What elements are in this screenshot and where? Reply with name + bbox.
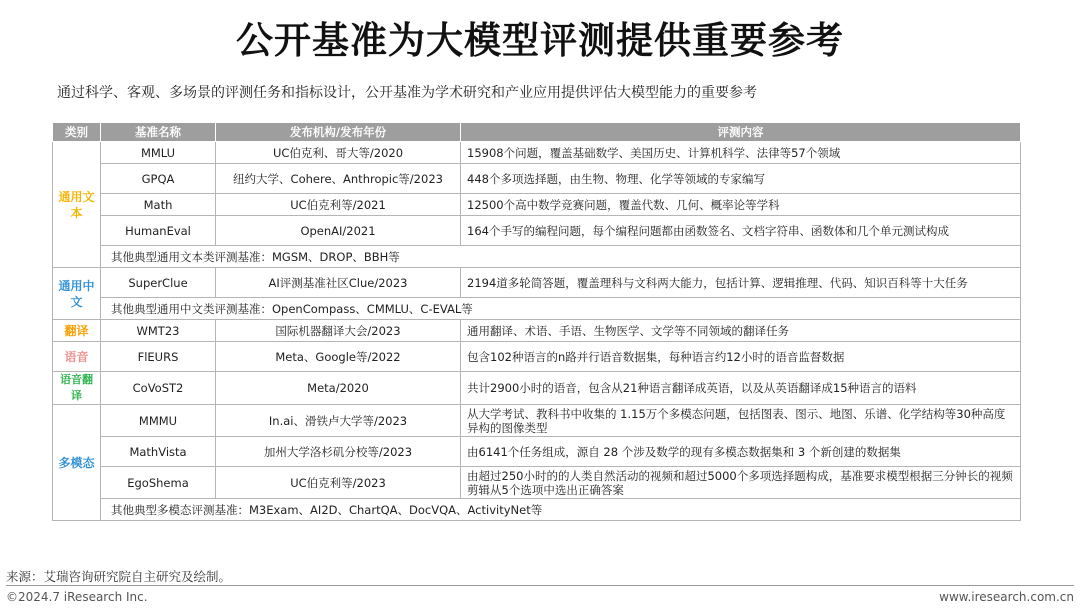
footer-divider: [6, 585, 1074, 586]
benchmark-org: OpenAI/2021: [216, 216, 461, 246]
benchmark-content: 共计2900小时的语音，包含从21种语言翻译成英语，以及从英语翻译成15种语言的语料: [461, 372, 1021, 405]
benchmark-name: MathVista: [101, 437, 216, 467]
table-row: [53, 467, 1021, 499]
benchmark-org: UC伯克利、哥大等/2020: [216, 142, 461, 164]
benchmark-content: 15908个问题，覆盖基础数学、美国历史、计算机科学、法律等57个领域: [461, 142, 1021, 164]
benchmark-org: 国际机器翻译大会/2023: [216, 320, 461, 342]
benchmark-org: UC伯克利等/2023: [216, 467, 461, 499]
benchmark-name: EgoShema: [101, 467, 216, 499]
benchmark-content: 通用翻译、术语、手语、生物医学、文学等不同领域的翻译任务: [461, 320, 1021, 342]
category-speech-translation: 语音翻译: [53, 372, 101, 405]
category-general-text: 通用文本: [53, 142, 101, 268]
benchmark-content: 从大学考试、教科书中收集的 1.15万个多模态问题，包括图表、图示、地图、乐谱、化学结构等30种高度异构的图像类型: [461, 405, 1021, 437]
header-publisher-year: 发布机构/发布年份: [216, 123, 461, 142]
benchmark-org: 加州大学洛杉矶分校等/2023: [216, 437, 461, 467]
benchmark-content: 2194道多轮简答题，覆盖理科与文科两大能力，包括计算、逻辑推理、代码、知识百科等十大任务: [461, 268, 1021, 298]
benchmark-name: HumanEval: [101, 216, 216, 246]
benchmark-name: MMMU: [101, 405, 216, 437]
category-speech: 语音: [53, 342, 101, 372]
benchmark-content: 由超过250小时的的人类自然活动的视频和超过5000个多项选择题构成，基准要求模型根据三分钟长的视频剪辑从5个选项中选出正确答案: [461, 467, 1021, 499]
table-row: [53, 216, 1021, 246]
page-subtitle: 通过科学、客观、多场景的评测任务和指标设计，公开基准为学术研究和产业应用提供评估大模型能力的重要参考: [57, 85, 757, 101]
table-row: [53, 372, 1021, 405]
source-note: 来源：艾瑞咨询研究院自主研究及绘制。: [6, 569, 232, 584]
table-header-row: [53, 123, 1021, 142]
others-multimodal: 其他典型多模态评测基准：M3Exam、AI2D、ChartQA、DocVQA、ActivityNet等: [101, 499, 1021, 521]
benchmark-name: CoVoST2: [101, 372, 216, 405]
header-benchmark-name: 基准名称: [101, 123, 216, 142]
table-row-others: [53, 298, 1021, 320]
benchmark-content: 由6141个任务组成，源自 28 个涉及数学的现有多模态数据集和 3 个新创建的数据集: [461, 437, 1021, 467]
benchmark-org: Meta/2020: [216, 372, 461, 405]
benchmark-content: 164个手写的编程问题，每个编程问题都由函数签名、文档字符串、函数体和几个单元测试构成: [461, 216, 1021, 246]
table-row: [53, 164, 1021, 194]
table-row-others: [53, 499, 1021, 521]
others-general-chinese: 其他典型通用中文类评测基准：OpenCompass、CMMLU、C-EVAL等: [101, 298, 1021, 320]
benchmark-org: Meta、Google等/2022: [216, 342, 461, 372]
copyright: ©2024.7 iResearch Inc.: [6, 590, 148, 604]
header-content: 评测内容: [461, 123, 1021, 142]
benchmark-content: 12500个高中数学竞赛问题，覆盖代数、几何、概率论等学科: [461, 194, 1021, 216]
benchmark-name: FlEURS: [101, 342, 216, 372]
benchmark-content: 包含102种语言的n路并行语音数据集，每种语言约12小时的语音监督数据: [461, 342, 1021, 372]
table-row: [53, 342, 1021, 372]
benchmark-org: In.ai、滑铁卢大学等/2023: [216, 405, 461, 437]
table-row: [53, 405, 1021, 437]
header-category: 类别: [53, 123, 101, 142]
benchmark-table: [52, 122, 1021, 521]
table-row: [53, 437, 1021, 467]
benchmark-org: UC伯克利等/2021: [216, 194, 461, 216]
benchmark-name: SuperClue: [101, 268, 216, 298]
page-title: 公开基准为大模型评测提供重要参考: [236, 19, 844, 62]
benchmark-name: GPQA: [101, 164, 216, 194]
table-row: [53, 142, 1021, 164]
category-translation: 翻译: [53, 320, 101, 342]
category-multimodal: 多模态: [53, 405, 101, 521]
category-general-chinese: 通用中文: [53, 268, 101, 320]
table-row: [53, 268, 1021, 298]
website: www.iresearch.com.cn: [939, 590, 1074, 604]
benchmark-content: 448个多项选择题，由生物、物理、化学等领域的专家编写: [461, 164, 1021, 194]
benchmark-org: 纽约大学、Cohere、Anthropic等/2023: [216, 164, 461, 194]
benchmark-org: AI评测基准社区Clue/2023: [216, 268, 461, 298]
table-row: [53, 194, 1021, 216]
benchmark-name: WMT23: [101, 320, 216, 342]
benchmark-name: Math: [101, 194, 216, 216]
benchmark-name: MMLU: [101, 142, 216, 164]
table-row: [53, 320, 1021, 342]
others-general-text: 其他典型通用文本类评测基准：MGSM、DROP、BBH等: [101, 246, 1021, 268]
table-row-others: [53, 246, 1021, 268]
